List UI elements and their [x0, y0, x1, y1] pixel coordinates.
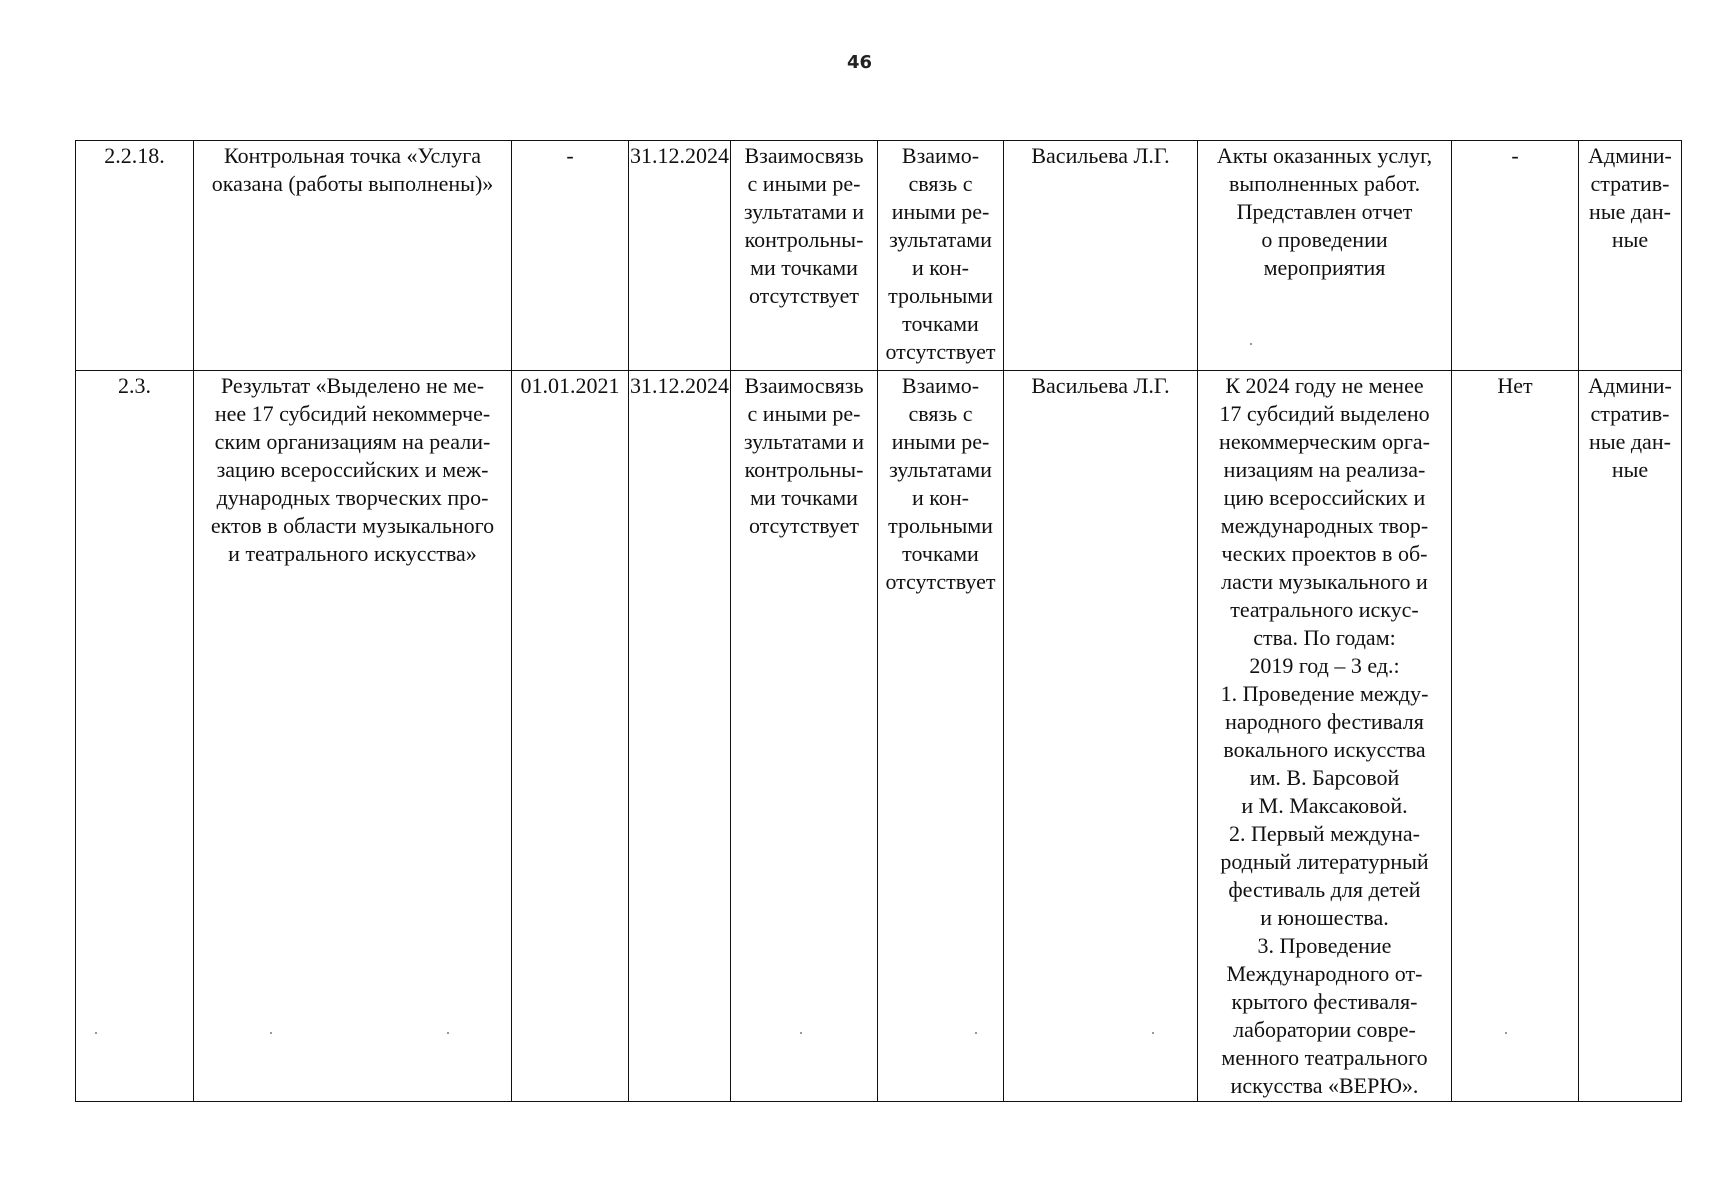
row-end-date: 31.12.2024	[629, 141, 731, 371]
row-result: Акты оказанных услуг, выполненных работ. Представлен отчет о проведении мероприятия	[1198, 141, 1452, 371]
scan-speck	[270, 1032, 272, 1034]
row-successors: Взаимо- связь с иными ре- зультатами и кон- трольными точками отсутствует	[878, 371, 1004, 1102]
scan-speck	[95, 1032, 97, 1034]
row-level: Нет	[1452, 371, 1579, 1102]
row-name: Контрольная точка «Услуга оказана (работы выполнены)»	[194, 141, 512, 371]
row-result: К 2024 году не менее 17 субсидий выделено некоммерческим орга- низациям на реализа- цию всероссийских и международных твор- ческих проектов в об- ласти музыкального и театрального искус- ства. По годам: 2019 год – 3 ед.: 1. Проведение между- народного фестиваля вокального искусства им. В. Барсовой и М. Максаковой. 2. Первый междуна- родный литературный фестиваль для детей и юношества. 3. Проведение Международного от- крытого фестиваля- лаборатории совре- менного театрального искусства «ВЕРЮ».	[1198, 371, 1452, 1102]
row-number: 2.2.18.	[76, 141, 194, 371]
row-predecessors: Взаимосвязь с иными ре- зультатами и контрольны- ми точками отсутствует	[731, 141, 878, 371]
table-row	[76, 371, 1682, 1102]
page-number: 46	[846, 52, 873, 73]
scan-speck	[1152, 1032, 1154, 1034]
plan-table	[75, 140, 1682, 1102]
scan-speck	[1250, 343, 1252, 345]
row-start-date: 01.01.2021	[512, 371, 629, 1102]
scan-speck	[975, 1032, 977, 1034]
row-name: Результат «Выделено не ме- нее 17 субсидий некоммерче- ским организациям на реали- зацию всероссийских и меж- дународных творческих про- ектов в области музыкального и театрального искусства»	[194, 371, 512, 1102]
row-responsible: Васильева Л.Г.	[1004, 141, 1198, 371]
row-level: -	[1452, 141, 1579, 371]
scan-speck	[800, 1032, 802, 1034]
table-row	[76, 141, 1682, 371]
row-successors: Взаимо- связь с иными ре- зультатами и кон- трольными точками отсутствует	[878, 141, 1004, 371]
row-start-date: -	[512, 141, 629, 371]
row-number: 2.3.	[76, 371, 194, 1102]
row-source: Админи- стратив- ные дан- ные	[1579, 141, 1682, 371]
row-responsible: Васильева Л.Г.	[1004, 371, 1198, 1102]
row-source: Админи- стратив- ные дан- ные	[1579, 371, 1682, 1102]
row-end-date: 31.12.2024	[629, 371, 731, 1102]
scan-speck	[447, 1032, 449, 1034]
row-predecessors: Взаимосвязь с иными ре- зультатами и контрольны- ми точками отсутствует	[731, 371, 878, 1102]
scan-speck	[1505, 1032, 1507, 1034]
